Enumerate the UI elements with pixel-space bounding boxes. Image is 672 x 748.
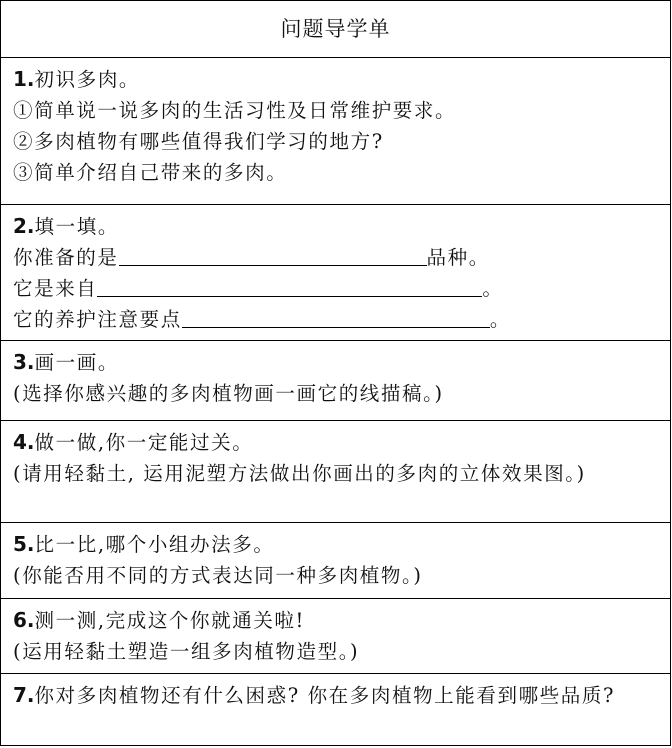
section-2 — [1, 205, 670, 341]
question-item: ②多肉植物有哪些值得我们学习的地方? — [13, 130, 384, 153]
fill-in-suffix: 。 — [482, 277, 504, 300]
section-number: 6. — [13, 608, 35, 632]
blank-line-origin[interactable] — [97, 274, 482, 297]
section-4 — [1, 421, 670, 523]
section-heading-text: 你对多肉植物还有什么困惑? 你在多肉植物上能看到哪些品质? — [34, 684, 616, 707]
fill-in-care — [13, 304, 670, 335]
section-6 — [1, 599, 670, 674]
section-heading-text: 初识多肉。 — [34, 68, 141, 91]
section-note: (选择你感兴趣的多肉植物画一画它的线描稿。) — [13, 382, 444, 405]
fill-in-suffix: 。 — [489, 308, 511, 331]
section-1 — [1, 58, 670, 205]
blank-line-care[interactable] — [182, 305, 490, 328]
fill-in-prefix: 它的养护注意要点 — [13, 308, 182, 331]
section-3 — [1, 341, 670, 421]
fill-in-origin — [13, 273, 670, 304]
section-number: 5. — [13, 532, 35, 556]
fill-in-suffix: 品种。 — [426, 246, 490, 269]
section-5-heading — [13, 529, 670, 560]
section-heading-text: 做一做,你一定能过关。 — [34, 431, 254, 454]
section-heading-text: 填一填。 — [34, 215, 119, 238]
section-heading-text: 测一测,完成这个你就通关啦! — [34, 609, 305, 632]
question-item: ①简单说一说多肉的生活习性及日常维护要求。 — [13, 99, 457, 122]
fill-in-variety — [13, 242, 670, 273]
section-note: (运用轻黏土塑造一组多肉植物造型。) — [13, 640, 360, 663]
fill-in-prefix: 它是来自 — [13, 277, 98, 300]
section-4-heading — [13, 427, 670, 458]
section-heading-text: 比一比,哪个小组办法多。 — [34, 533, 275, 556]
section-number: 4. — [13, 430, 35, 454]
section-5 — [1, 523, 670, 599]
section-note: (请用轻黏土, 运用泥塑方法做出你画出的多肉的立体效果图。) — [13, 462, 586, 485]
section-3-heading — [13, 347, 670, 378]
section-7 — [1, 674, 670, 748]
section-6-heading — [13, 605, 670, 636]
worksheet-title: 问题导学单 — [1, 1, 670, 58]
blank-line-variety[interactable] — [119, 243, 427, 266]
section-number: 7. — [13, 683, 35, 707]
section-number: 1. — [13, 67, 35, 91]
section-1-heading — [13, 64, 670, 95]
section-2-heading — [13, 211, 670, 242]
section-number: 3. — [13, 350, 35, 374]
section-7-heading — [13, 680, 670, 711]
section-number: 2. — [13, 214, 35, 238]
fill-in-prefix: 你准备的是 — [13, 246, 119, 269]
section-heading-text: 画一画。 — [34, 351, 119, 374]
section-note: (你能否用不同的方式表达同一种多肉植物。) — [13, 564, 423, 587]
question-item: ③简单介绍自己带来的多肉。 — [13, 161, 288, 184]
